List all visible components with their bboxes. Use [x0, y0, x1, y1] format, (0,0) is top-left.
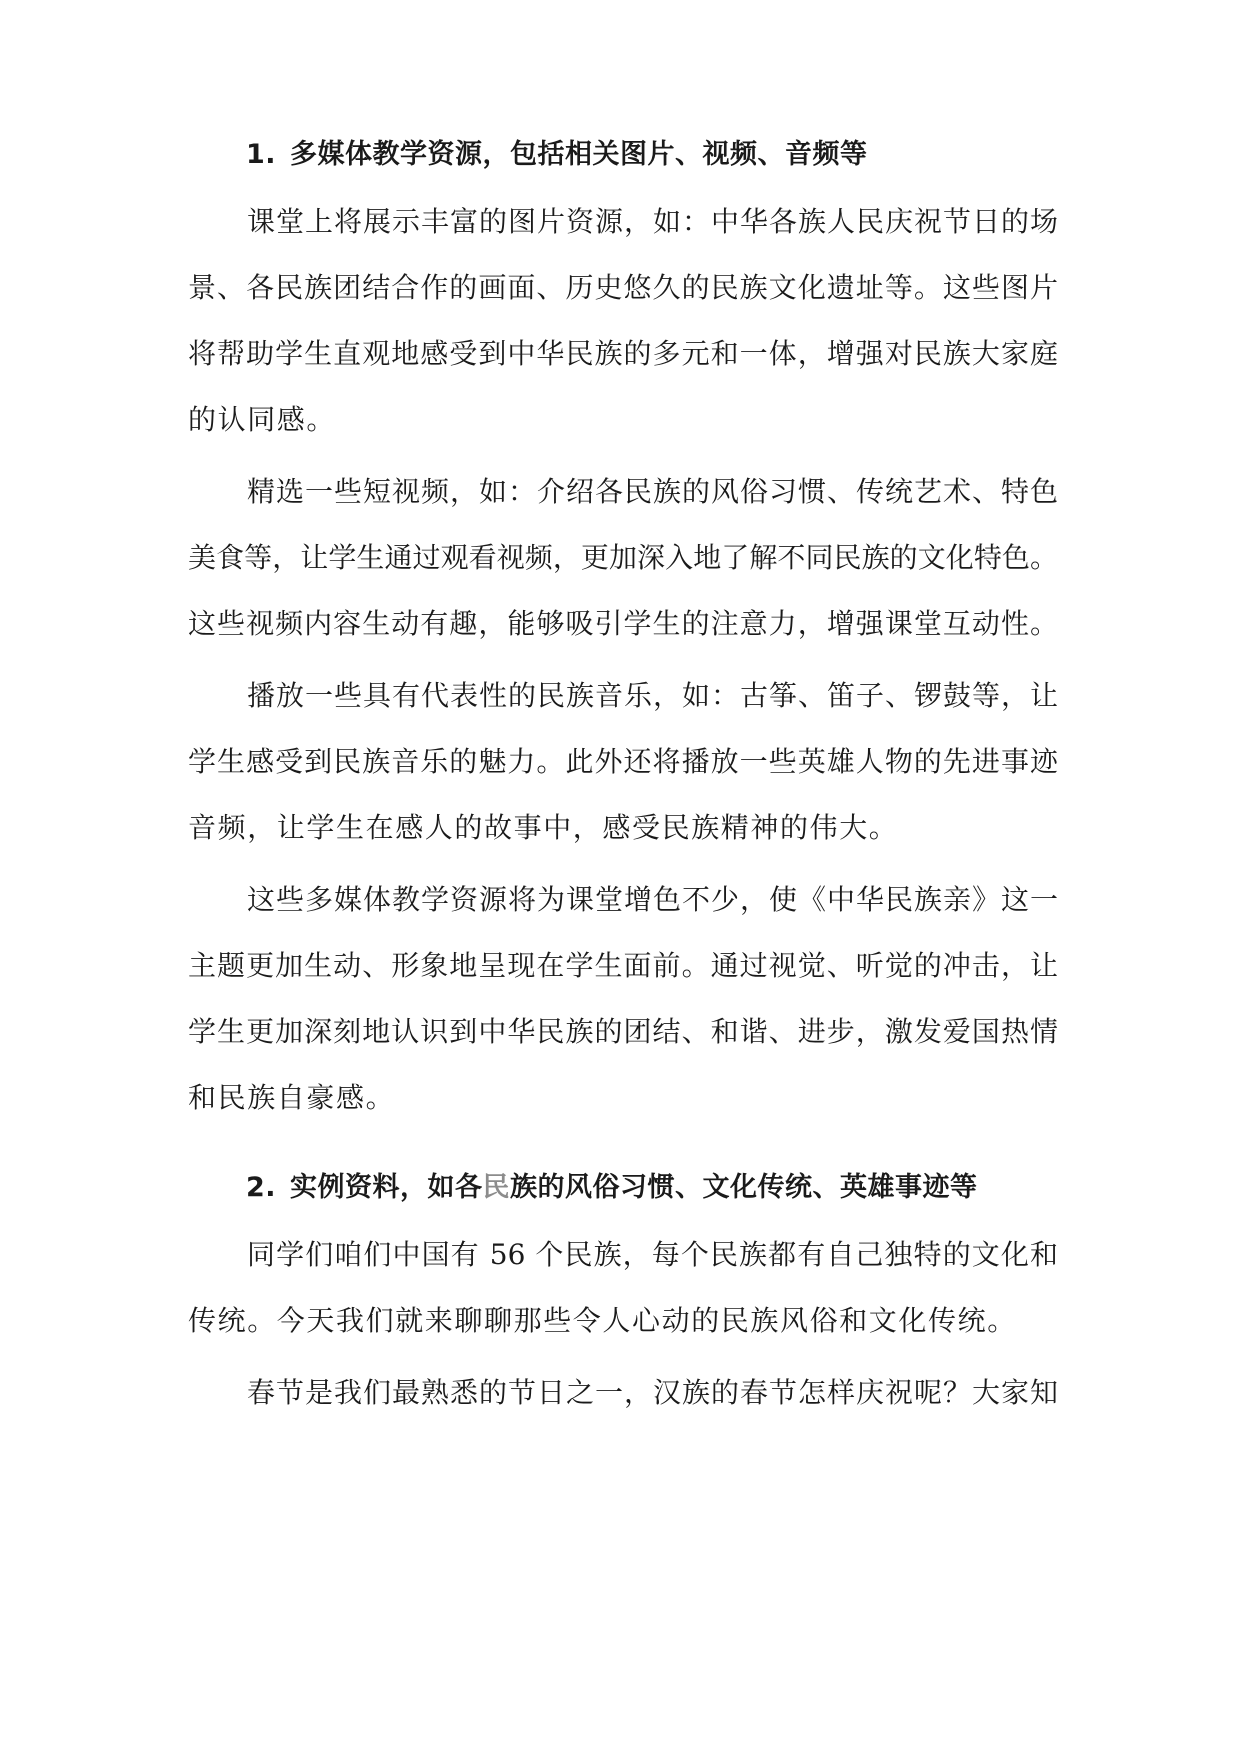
paragraph-line: 将帮助学生直观地感受到中华民族的多元和一体，增强对民族大家庭	[188, 337, 1058, 370]
paragraph-line: 这些多媒体教学资源将为课堂增色不少，使《中华民族亲》这一	[247, 883, 1058, 916]
paragraph-line: 传统。今天我们就来聊聊那些令人心动的民族风俗和文化传统。	[188, 1304, 1017, 1337]
paragraph-line: 音频，让学生在感人的故事中，感受民族精神的伟大。	[188, 811, 899, 844]
section-1-heading	[246, 137, 868, 173]
paragraph-line: 同学们咱们中国有 56 个民族，每个民族都有自己独特的文化和	[247, 1238, 1058, 1271]
section-2-heading	[246, 1170, 978, 1206]
section-1-title: 多媒体教学资源，包括相关图片、视频、音频等	[290, 139, 868, 170]
paragraph-line: 精选一些短视频，如：介绍各民族的风俗习惯、传统艺术、特色	[247, 475, 1058, 508]
paragraph-line: 景、各民族团结合作的画面、历史悠久的民族文化遗址等。这些图片	[188, 271, 1058, 304]
paragraph-line: 春节是我们最熟悉的节日之一，汉族的春节怎样庆祝呢？大家知	[247, 1376, 1058, 1409]
paragraph-line: 美食等，让学生通过观看视频，更加深入地了解不同民族的文化特色。	[188, 541, 1058, 574]
paragraph-line: 的认同感。	[188, 403, 337, 436]
paragraph-line: 这些视频内容生动有趣，能够吸引学生的注意力，增强课堂互动性。	[188, 607, 1058, 640]
paragraph-line: 学生感受到民族音乐的魅力。此外还将播放一些英雄人物的先进事迹	[188, 745, 1058, 778]
section-2-title-part-1: 实例资料，如各	[290, 1172, 483, 1203]
paragraph-line: 播放一些具有代表性的民族音乐，如：古筝、笛子、锣鼓等，让	[247, 679, 1058, 712]
section-2-number: 2.	[246, 1172, 277, 1203]
section-1-number: 1.	[246, 139, 277, 170]
section-2-title-part-2: 族的风俗习惯、文化传统、英雄事迹等	[510, 1172, 978, 1203]
paragraph-line: 主题更加生动、形象地呈现在学生面前。通过视觉、听觉的冲击，让	[188, 949, 1058, 982]
paragraph-line: 和民族自豪感。	[188, 1081, 396, 1114]
section-2-title-soft-char: 民	[482, 1172, 511, 1203]
paragraph-line: 学生更加深刻地认识到中华民族的团结、和谐、进步，激发爱国热情	[188, 1015, 1058, 1048]
paragraph-line: 课堂上将展示丰富的图片资源，如：中华各族人民庆祝节日的场	[247, 205, 1058, 238]
